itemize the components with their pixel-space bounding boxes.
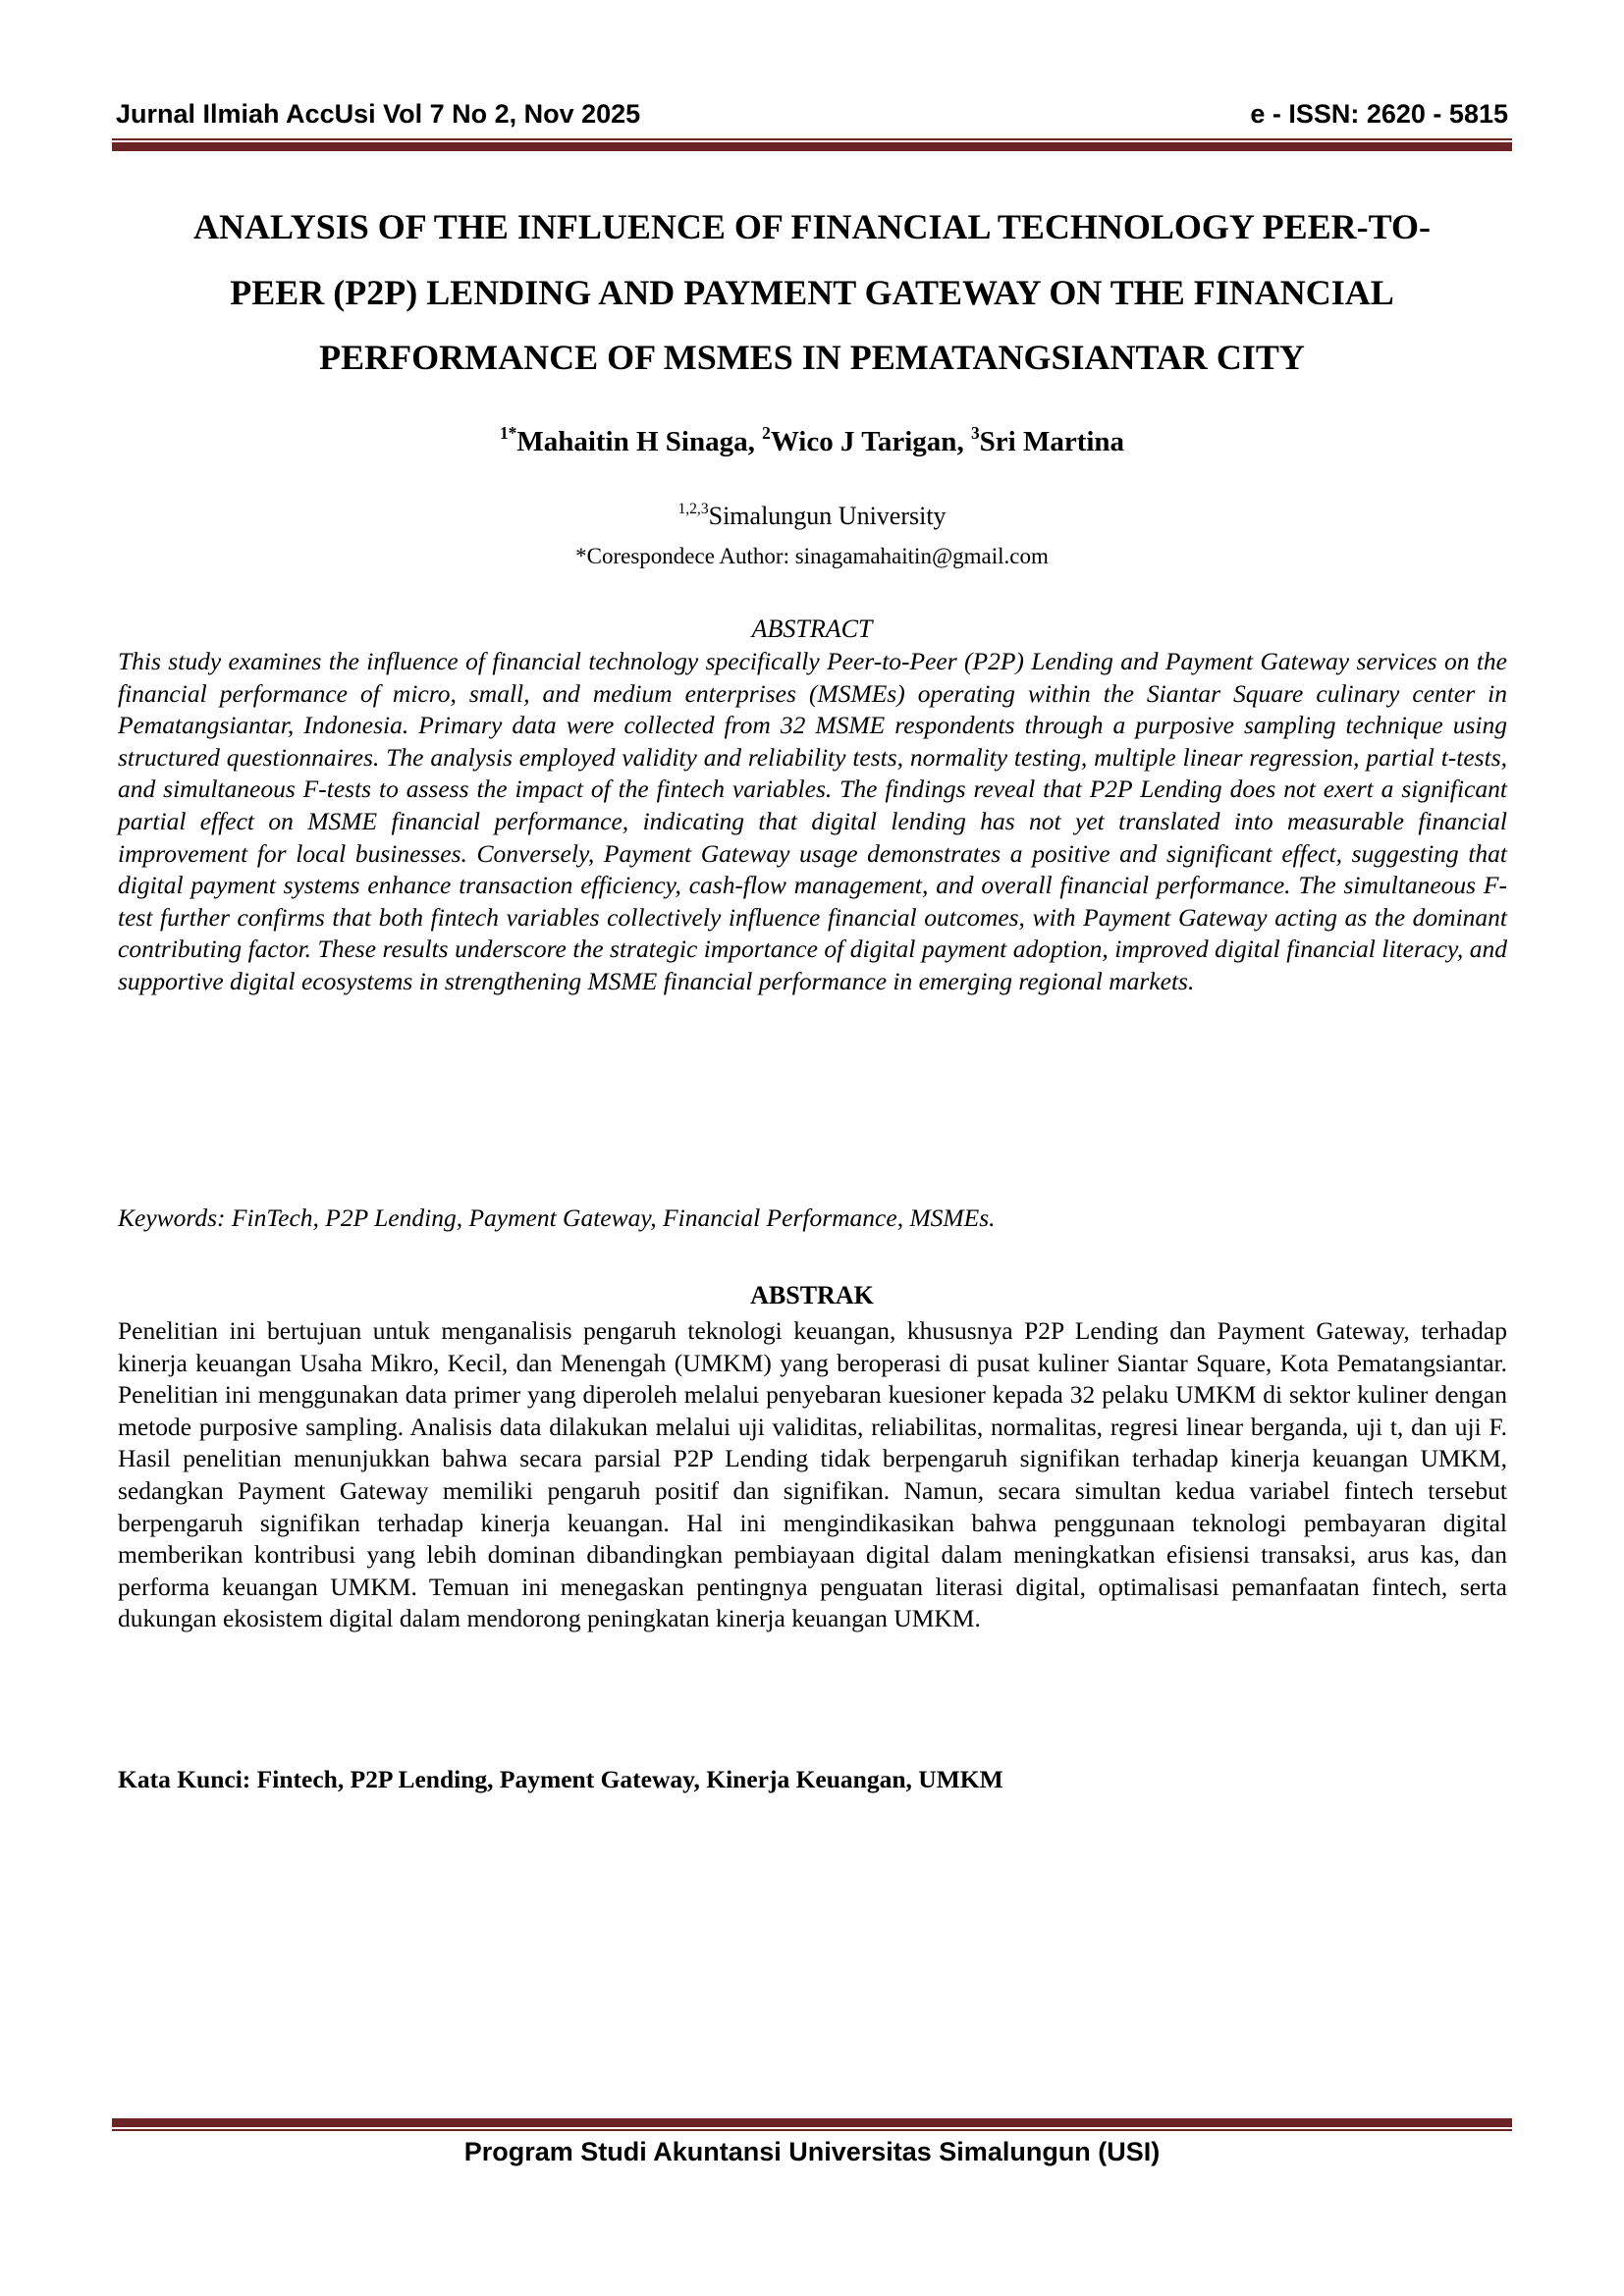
title-line: PERFORMANCE OF MSMES IN PEMATANGSIANTAR CITY <box>319 338 1305 377</box>
issn: e - ISSN: 2620 - 5815 <box>1250 99 1508 129</box>
author-separator: , <box>956 426 971 457</box>
abstrak-heading: ABSTRAK <box>750 1281 874 1309</box>
author <box>970 422 1125 457</box>
title-line: PEER (P2P) LENDING AND PAYMENT GATEWAY ON THE FINANCIAL <box>230 272 1394 312</box>
author-marker: 1* <box>499 422 517 443</box>
paper-title <box>108 194 1516 391</box>
running-header <box>116 96 1508 132</box>
footer-rule-thin <box>112 2129 1512 2131</box>
abstract-heading: ABSTRACT <box>751 614 873 643</box>
author-name: Mahaitin H Sinaga <box>516 426 748 457</box>
abstrak-body: Penelitian ini bertujuan untuk menganalisis pengaruh teknologi keuangan, khususnya P2P Lending dan Payment Gateway, terhadap kinerja keuangan Usaha Mikro, Kecil, dan Menengah (UMKM) yang beroperasi di pusat kuliner Siantar Square, Kota Pematangsiantar. Penelitian ini menggunakan data primer yang diperoleh melalui penyebaran kuesioner kepada 32 pelaku UMKM di sektor kuliner dengan metode purposive sampling. Analisis data dilakukan melalui uji validitas, reliabilitas, normalitas, regresi linear berganda, uji t, dan uji F. Hasil penelitian menunjukkan bahwa secara parsial P2P Lending tidak berpengaruh signifikan terhadap kinerja keuangan UMKM, sedangkan Payment Gateway memiliki pengaruh positif dan signifikan. Namun, secara simultan kedua variabel fintech tersebut berpengaruh signifikan terhadap kinerja keuangan. Hal ini mengindikasikan bahwa penggunaan teknologi pembayaran digital memberikan kontribusi yang lebih dominan dibandingkan pembiayaan digital dalam meningkatkan efisiensi transaksi, arus kas, dan performa keuangan UMKM. Temuan ini menegaskan pentingnya penguatan literasi digital, optimalisasi pemanfaatan fintech, serta dukungan ekosistem digital dalam mendorong peningkatan kinerja keuangan UMKM. <box>118 1316 1507 1633</box>
affiliation <box>108 499 1516 534</box>
abstract-body: This study examines the influence of financial technology specifically Peer-to-Peer (P2P) Lending and Payment Gateway services on the financial performance of micro, small, and medium enterprises (MSMEs) operating within the Siantar Square culinary center in Pematangsiantar, Indonesia. Primary data were collected from 32 MSME respondents through a purposive sampling technique using structured questionnaires. The analysis employed validity and reliability tests, normality testing, multiple linear regression, partial t-tests, and simultaneous F-tests to assess the impact of the fintech variables. The findings reveal that P2P Lending does not exert a significant partial effect on MSME financial performance, indicating that digital lending has not yet translated into measurable financial improvement for local businesses. Conversely, Payment Gateway usage demonstrates a positive and significant effect, suggesting that digital payment systems enhance transaction efficiency, cash-flow management, and overall financial performance. The simultaneous F-test further confirms that both fintech variables collectively influence financial outcomes, with Payment Gateway acting as the dominant contributing factor. These results underscore the strategic importance of digital payment adoption, improved digital financial literacy, and supportive digital ecosystems in strengthening MSME financial performance in emerging regional markets. <box>118 647 1507 995</box>
author-name: Wico J Tarigan <box>770 426 957 457</box>
affiliation-name: Simalungun University <box>708 502 947 530</box>
author-list <box>108 422 1516 461</box>
author <box>762 422 971 457</box>
title-line: ANALYSIS OF THE INFLUENCE OF FINANCIAL TECHNOLOGY PEER-TO- <box>193 207 1431 246</box>
correspondence-email: *Corespondece Author: sinagamahaitin@gmail.com <box>575 544 1049 568</box>
author-name: Sri Martina <box>979 426 1125 457</box>
header-rule-thick <box>112 142 1512 151</box>
author <box>499 422 763 457</box>
journal-name: Jurnal Ilmiah AccUsi Vol 7 No 2, Nov 2025 <box>116 99 641 129</box>
footer-rule-thick <box>112 2118 1512 2127</box>
header-rule-thin <box>112 138 1512 140</box>
footer-text: Program Studi Akuntansi Universitas Simalungun (USI) <box>463 2137 1161 2166</box>
keywords: Keywords: FinTech, P2P Lending, Payment Gateway, Financial Performance, MSMEs. <box>118 1203 996 1232</box>
author-separator: , <box>747 426 763 457</box>
kata-kunci: Kata Kunci: Fintech, P2P Lending, Payment Gateway, Kinerja Keuangan, UMKM <box>118 1765 1003 1793</box>
affiliation-marker: 1,2,3 <box>677 501 709 518</box>
author-marker: 3 <box>970 422 980 443</box>
author-marker: 2 <box>762 422 771 443</box>
